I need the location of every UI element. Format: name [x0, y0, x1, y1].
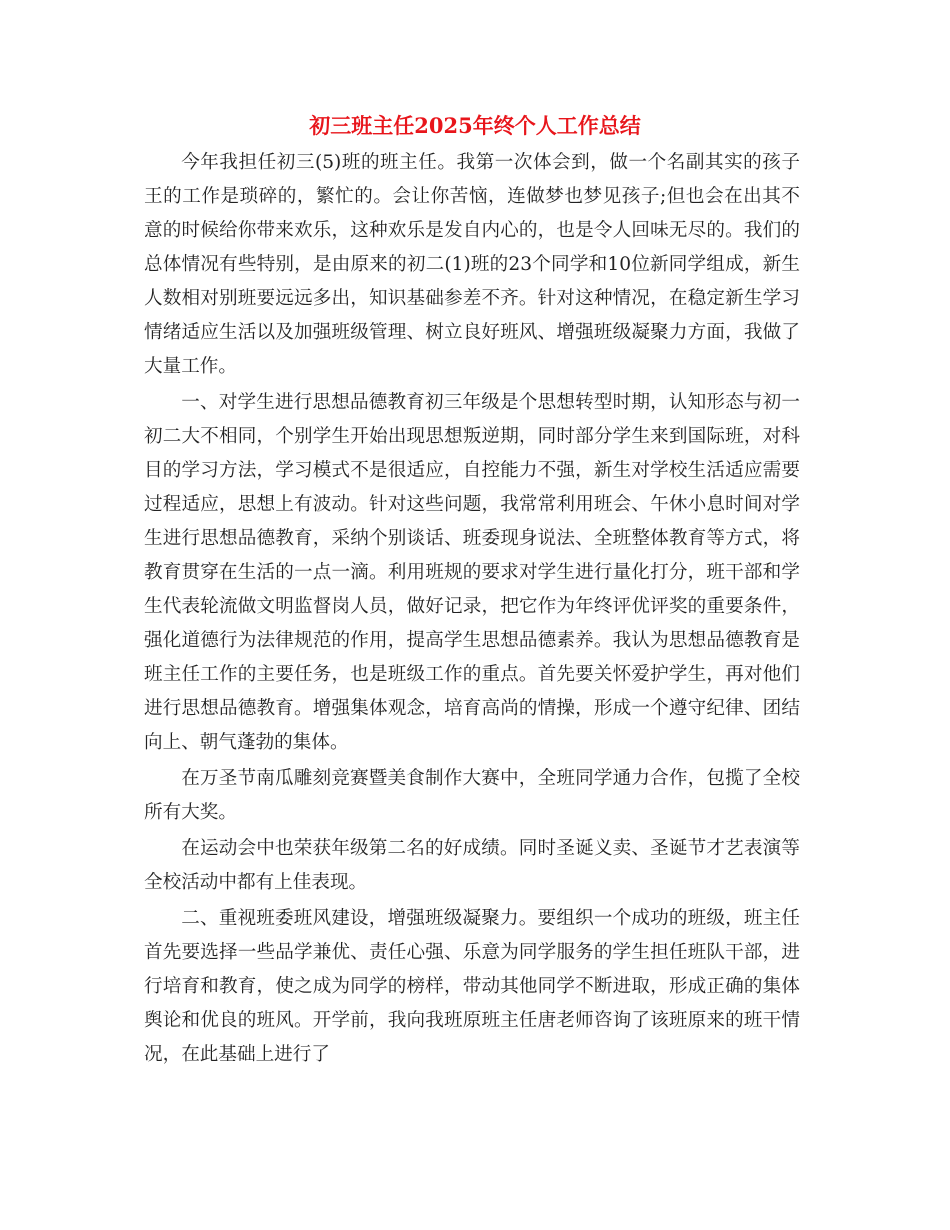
paragraph-moral-education: 一、对学生进行思想品德教育初三年级是个思想转型时期，认知形态与初一初二大不相同，个别学生开始出现思想叛逆期，同时部分学生来到国际班，对科目的学习方法，学习模式不是很适应，自控能力不强，新生对学校生活适应需要过程适应，思想上有波动。针对这些问题，我常常利用班会、午休小息时间对学生进行思想品德教育，采纳个别谈话、班委现身说法、全班整体教育等方式，将教育贯穿在生活的一点一滴。利用班规的要求对学生进行量化打分，班干部和学生代表轮流做文明监督岗人员，做好记录，把它作为年终评优评奖的重要条件，强化道德行为法律规范的作用，提高学生思想品德素养。我认为思想品德教育是班主任工作的主要任务，也是班级工作的重点。首先要关怀爱护学生，再对他们进行思想品德教育。增强集体观念，培育高尚的情操，形成一个遵守纪律、团结向上、朝气蓬勃的集体。 [144, 392, 800, 753]
paragraph-sports-meet: 在运动会中也荣获年级第二名的好成绩。同时圣诞义卖、圣诞节才艺表演等全校活动中都有上佳表现。 [144, 838, 800, 893]
document-body [144, 146, 800, 1074]
paragraph-class-committee: 二、重视班委班风建设，增强班级凝聚力。要组织一个成功的班级，班主任首先要选择一些品学兼优、责任心强、乐意为同学服务的学生担任班队干部，进行培育和教育，使之成为同学的榜样，带动其他同学不断进取，形成正确的集体舆论和优良的班风。开学前，我向我班原班主任唐老师咨询了该班原来的班干情况，在此基础上进行了 [144, 908, 800, 1065]
document-title: 初三班主任2025年终个人工作总结 [309, 113, 641, 138]
paragraph-intro: 今年我担任初三(5)班的班主任。我第一次体会到，做一个名副其实的孩子王的工作是琐碎的，繁忙的。会让你苦恼，连做梦也梦见孩子;但也会在出其不意的时候给你带来欢乐，这种欢乐是发自内心的，也是令人回味无尽的。我们的总体情况有些特别，是由原来的初二(1)班的23个同学和10位新同学组成，新生人数相对别班要远远多出，知识基础参差不齐。针对这种情况，在稳定新生学习情绪适应生活以及加强班级管理、树立良好班风、增强班级凝聚力方面，我做了大量工作。 [144, 152, 800, 377]
paragraph-halloween-contest: 在万圣节南瓜雕刻竞赛暨美食制作大赛中，全班同学通力合作，包揽了全校所有大奖。 [144, 768, 800, 823]
